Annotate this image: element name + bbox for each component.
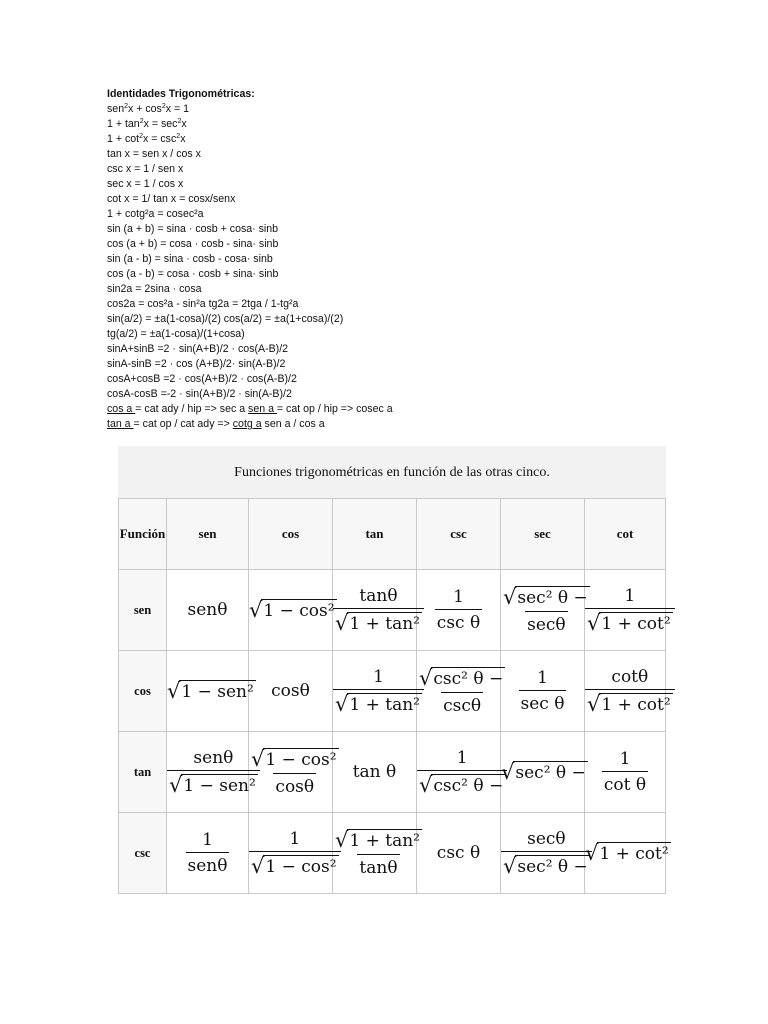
formula-cell: √ sec² θ − secθ [501, 570, 585, 651]
row-header: sen [119, 570, 167, 651]
identity-line: tan x = sen x / cos x [107, 148, 201, 160]
table-header-row [119, 499, 666, 570]
identity-line: sin (a + b) = sina · cosb + cosa· sinb [107, 223, 279, 235]
identity-line: tg(a/2) = ±a(1-cosa)/(1+cosa) [107, 328, 245, 340]
formula-cell: √ 1 − sen² [167, 651, 249, 732]
table-row [119, 732, 666, 813]
identity-line: sinA-sinB =2 · cos (A+B)/2· sin(A-B)/2 [107, 358, 286, 370]
identity-line: sin(a/2) = ±a(1-cosa)/(2) cos(a/2) = ±a(1+cosa)/(2) [107, 313, 344, 325]
table-row [119, 570, 666, 651]
formula-cell: √ 1 + cot² [585, 813, 666, 894]
formula-cell: tan θ [333, 732, 417, 813]
identity-line: $sen^2x + \cos^2x = 1$ [107, 103, 190, 115]
column-header: cot [585, 499, 666, 570]
identity-line: cosA-cosB =-2 · sin(A+B)/2 · sin(A-B)/2 [107, 388, 292, 400]
formula-cell: $\frac{1}{\text{cot θ}}$ [585, 732, 666, 813]
formula-cell: $\frac{1}{\text{sec θ}}$ [501, 651, 585, 732]
column-header: sen [167, 499, 249, 570]
formula-cell: senθ [167, 570, 249, 651]
table-row [119, 813, 666, 894]
column-header: csc [417, 499, 501, 570]
formula-cell: cosθ [249, 651, 333, 732]
formula-cell: 1 √ 1 + cot² [585, 570, 666, 651]
column-header: tan [333, 499, 417, 570]
identity-line: cos2a = cos²a - sin²a tg2a = 2tga / 1-tg²a [107, 298, 299, 310]
formula-cell: 1 √ 1 + tan² [333, 651, 417, 732]
row-header: cos [119, 651, 167, 732]
formula-cell: csc θ [417, 813, 501, 894]
table-caption: Funciones trigonométricas en función de las otras cinco. [119, 447, 666, 499]
identity-line: cosA+cosB =2 · cos(A+B)/2 · cos(A-B)/2 [107, 373, 297, 385]
formula-cell: tanθ √ 1 + tan² [333, 570, 417, 651]
identity-line: cos a = cat ady / hip => sec a sen a = cat op / hip => cosec a [107, 403, 393, 415]
identities-list [107, 87, 707, 432]
identity-line: $1 + \tan^2x = \sec^2x$ [107, 118, 187, 130]
row-header: tan [119, 732, 167, 813]
identities-title: Identidades Trigonométricas: [107, 88, 255, 100]
formula-cell: √ 1 − cos² cosθ [249, 732, 333, 813]
identity-line: sinA+sinB =2 · sin(A+B)/2 · cos(A-B)/2 [107, 343, 289, 355]
identity-line: cos (a - b) = cosa · cosb + sina· sinb [107, 268, 279, 280]
corner-header: Función [119, 499, 167, 570]
formula-cell: 1 √ 1 − cos² [249, 813, 333, 894]
identity-line: $1 + \cot^2x = \csc^2x$ [107, 133, 186, 145]
formula-cell: $\frac{1}{\text{csc θ}}$ [417, 570, 501, 651]
formula-cell: 1 √ csc² θ − [417, 732, 501, 813]
trig-functions-table-wrapper [118, 446, 671, 895]
identity-line: sec x = 1 / cos x [107, 178, 184, 190]
column-header: sec [501, 499, 585, 570]
formula-cell: $\frac{1}{\text{senθ}}$ [167, 813, 249, 894]
formula-cell: √ csc² θ − cscθ [417, 651, 501, 732]
identity-line: 1 + cotg²a = cosec²a [107, 208, 204, 220]
row-header: csc [119, 813, 167, 894]
formula-cell: √ 1 − cos² [249, 570, 333, 651]
formula-cell: √ sec² θ − [501, 732, 585, 813]
identity-line: sin (a - b) = sina · cosb - cosa· sinb [107, 253, 273, 265]
column-header: cos [249, 499, 333, 570]
identity-line: csc x = 1 / sen x [107, 163, 184, 175]
formula-cell: secθ √ sec² θ − [501, 813, 585, 894]
table-row [119, 651, 666, 732]
formula-cell: senθ √ 1 − sen² [167, 732, 249, 813]
identity-line: cot x = 1/ tan x = cosx/senx [107, 193, 236, 205]
identity-line: tan a = cat op / cat ady => cotg a sen a / cos a [107, 418, 325, 430]
identity-line: sin2a = 2sina · cosa [107, 283, 202, 295]
trig-functions-table [118, 446, 671, 894]
formula-cell: cotθ √ 1 + cot² [585, 651, 666, 732]
formula-cell: √ 1 + tan² tanθ [333, 813, 417, 894]
identity-line: cos (a + b) = cosa · cosb - sina· sinb [107, 238, 279, 250]
